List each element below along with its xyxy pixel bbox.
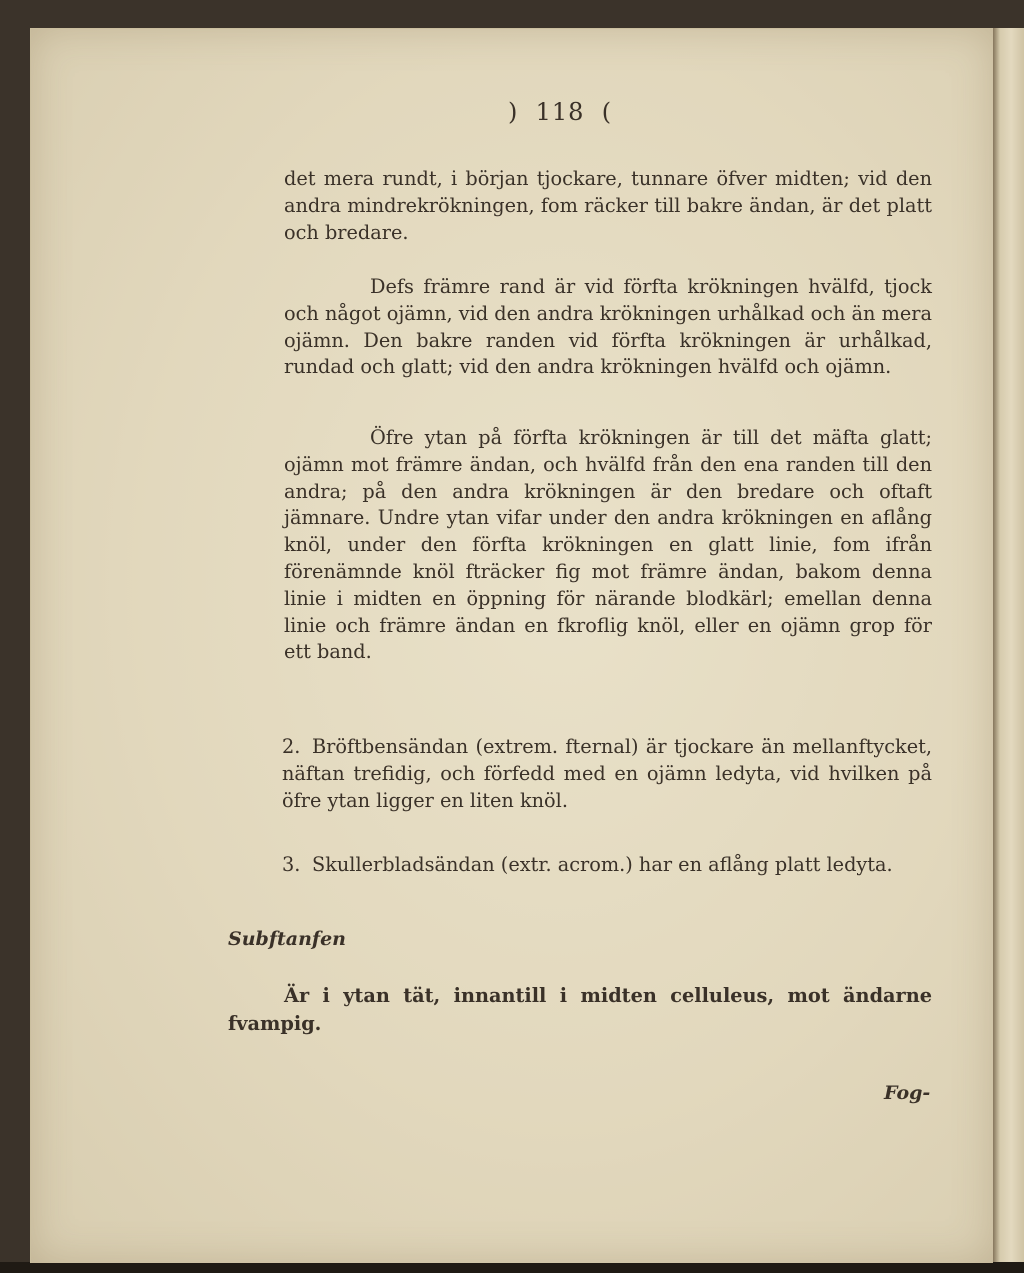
catchword: Fog- bbox=[884, 1082, 931, 1104]
section-heading: Subftanfen bbox=[228, 928, 346, 950]
section-paragraph: Är i ytan tät, innantill i midten celluleus, mot ändarne fvampig. bbox=[228, 984, 932, 1035]
page-number: ) 118 ( bbox=[508, 98, 613, 126]
list-item-text: Skullerbladsändan (extr. acrom.) har en aflång platt ledyta. bbox=[312, 853, 893, 876]
list-item-number: 2. bbox=[282, 735, 301, 758]
next-page-edge bbox=[992, 28, 1024, 1262]
list-item-text: Bröftbensändan (extrem. fternal) är tjockare än mellanftycket, näftan trefidig, och förfedd med en ojämn ledyta, vid hvilken på öfre ytan ligger en liten knöl. bbox=[282, 735, 932, 812]
list-item-number: 3. bbox=[282, 853, 301, 876]
paragraph-2: Defs främre rand är vid förfta krökningen hvälfd, tjock och något ojämn, vid den andra krökningen urhålkad och än mera ojämn. Den bakre randen vid förfta krökningen är urhålkad, rundad och glatt; vid den andra krökningen hvälfd och ojämn. bbox=[284, 275, 932, 379]
list-item-2 bbox=[282, 734, 932, 814]
scan-bottom-edge bbox=[0, 1262, 1024, 1273]
paragraph-3: Öfre ytan på förfta krökningen är till det mäfta glatt; ojämn mot främre ändan, och hvälfd från den ena randen till den andra; på den andra krökningen är den bredare och oftaft jämnare. Undre ytan vifar under den andra krökningen en aflång knöl, under den förfta krökningen en glatt linie, fom ifrån förenämnde knöl fträcker fig mot främre ändan, bakom denna linie i midten en öppning för närande blodkärl; emellan denna linie och främre ändan en fkroflig knöl, eller en ojämn grop för ett band. bbox=[284, 426, 932, 664]
list-item-3 bbox=[282, 852, 932, 879]
paragraph-1: det mera rundt, i början tjockare, tunnare öfver midten; vid den andra mindrekrökningen, fom räcker till bakre ändan, är det platt och bredare. bbox=[284, 167, 932, 244]
